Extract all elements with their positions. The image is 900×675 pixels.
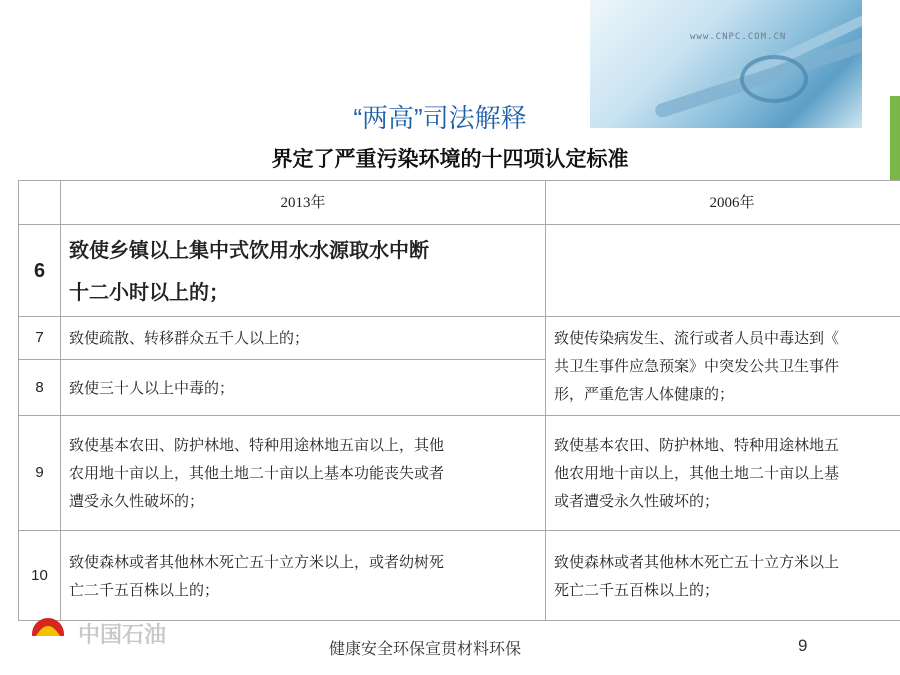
cell-line: 农用地十亩以上，其他土地二十亩以上基本功能丧失或者 <box>69 464 445 482</box>
logo-wordmark: 中国石油 <box>78 623 167 648</box>
banner-url-text: www.CNPC.COM.CN <box>690 32 787 42</box>
cell-line: 十二小时以上的； <box>69 279 229 304</box>
cell-line: 或者遭受永久性破坏的； <box>554 492 720 510</box>
table-row <box>19 531 900 621</box>
table-row <box>19 317 900 360</box>
header-cell-num <box>19 181 61 225</box>
page-number: 9 <box>798 636 808 655</box>
cell-line: 形，严重危害人体健康的； <box>554 385 735 403</box>
cell-2006 <box>546 531 900 621</box>
slide-title: “两高”司法解释 <box>353 103 527 133</box>
cell-line: 致使森林或者其他林木死亡五十立方米以上，或者幼树死 <box>69 552 445 571</box>
criteria-table <box>18 180 900 621</box>
cell-line: 他农用地十亩以上，其他土地二十亩以上基 <box>554 464 840 482</box>
cell-line: 致使传染病发生、流行或者人员中毒达到《 <box>554 329 840 347</box>
cell-line: 亡二千五百株以上的； <box>69 580 220 599</box>
cell-line: 死亡二千五百株以上的； <box>554 580 720 599</box>
cell-2013 <box>61 531 546 621</box>
cell-line: 致使森林或者其他林木死亡五十立方米以上 <box>554 552 840 571</box>
header-cell-2013: 2013年 <box>61 181 546 225</box>
row-number: 9 <box>19 416 61 531</box>
cell-line: 遭受永久性破坏的； <box>69 492 205 510</box>
row-number: 6 <box>19 225 61 317</box>
cell-2006-merged <box>546 317 900 416</box>
footer-text: 健康安全环保宣贯材料环保 <box>328 641 521 658</box>
cell-line: 共卫生事件应急预案》中突发公共卫生事件 <box>554 357 840 375</box>
cell-line: 致使基本农田、防护林地、特种用途林地五亩以上，其他 <box>69 436 445 454</box>
table-row <box>19 416 900 531</box>
table-header-row <box>19 181 900 225</box>
cell-2013 <box>61 416 546 531</box>
cell-2006 <box>546 416 900 531</box>
row-number: 7 <box>19 317 61 360</box>
cell-line: 致使基本农田、防护林地、特种用途林地五 <box>554 436 840 454</box>
table-row <box>19 225 900 317</box>
cell-2013: 致使三十人以上中毒的； <box>61 360 546 416</box>
cell-2013 <box>61 225 546 317</box>
row-number: 8 <box>19 360 61 416</box>
header-cell-2006: 2006年 <box>546 181 900 225</box>
cell-2006 <box>546 225 900 317</box>
slide-subtitle: 界定了严重污染环境的十四项认定标准 <box>271 148 629 171</box>
cell-line: 致使乡镇以上集中式饮用水水源取水中断 <box>69 237 429 262</box>
cell-2013: 致使疏散、转移群众五千人以上的； <box>61 317 546 360</box>
row-number: 10 <box>19 531 61 621</box>
